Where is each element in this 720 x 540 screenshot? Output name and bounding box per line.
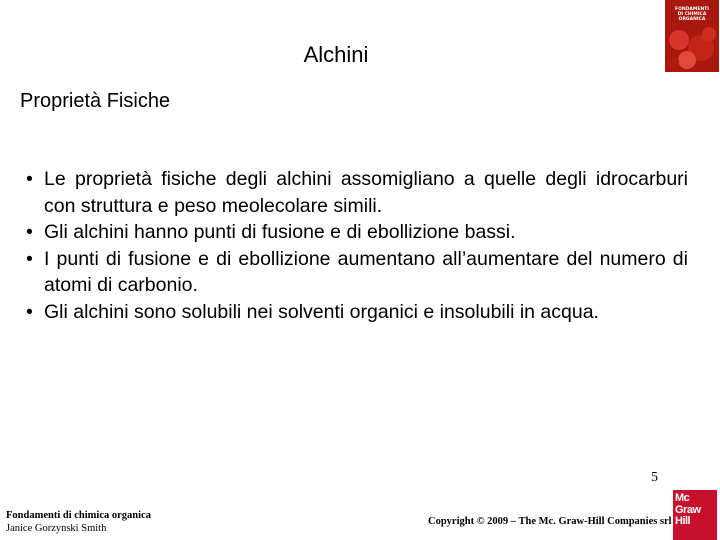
footer-book-title: Fondamenti di chimica organica — [6, 510, 151, 521]
bullet-item: • Gli alchini sono solubili nei solventi organici e insolubili in acqua. — [24, 299, 688, 326]
bullet-item: • I punti di fusione e di ebollizione aumentano all’aumentare del numero di atomi di carbonio. — [24, 246, 688, 299]
slide-title: Alchini — [303, 42, 369, 67]
copyright-text: Copyright © 2009 – The Mc. Graw-Hill Companies srl — [428, 516, 672, 527]
cover-title: FONDAMENTI DI CHIMICA ORGANICA — [675, 7, 709, 22]
bullet-list — [24, 166, 688, 325]
mcgraw-hill-logo: Mc Graw Hill — [673, 490, 717, 540]
book-cover-image — [665, 0, 719, 72]
bullet-item: • Le proprietà fisiche degli alchini assomigliano a quelle degli idrocarburi con struttura e peso meolecolare simili. — [24, 166, 688, 219]
footer-author: Janice Gorzynski Smith — [6, 523, 107, 534]
footer-book-info — [6, 509, 151, 535]
page-number: 5 — [651, 470, 658, 485]
slide-subtitle: Proprietà Fisiche — [20, 90, 171, 112]
bullet-item: • Gli alchini hanno punti di fusione e di ebollizione bassi. — [24, 219, 688, 246]
